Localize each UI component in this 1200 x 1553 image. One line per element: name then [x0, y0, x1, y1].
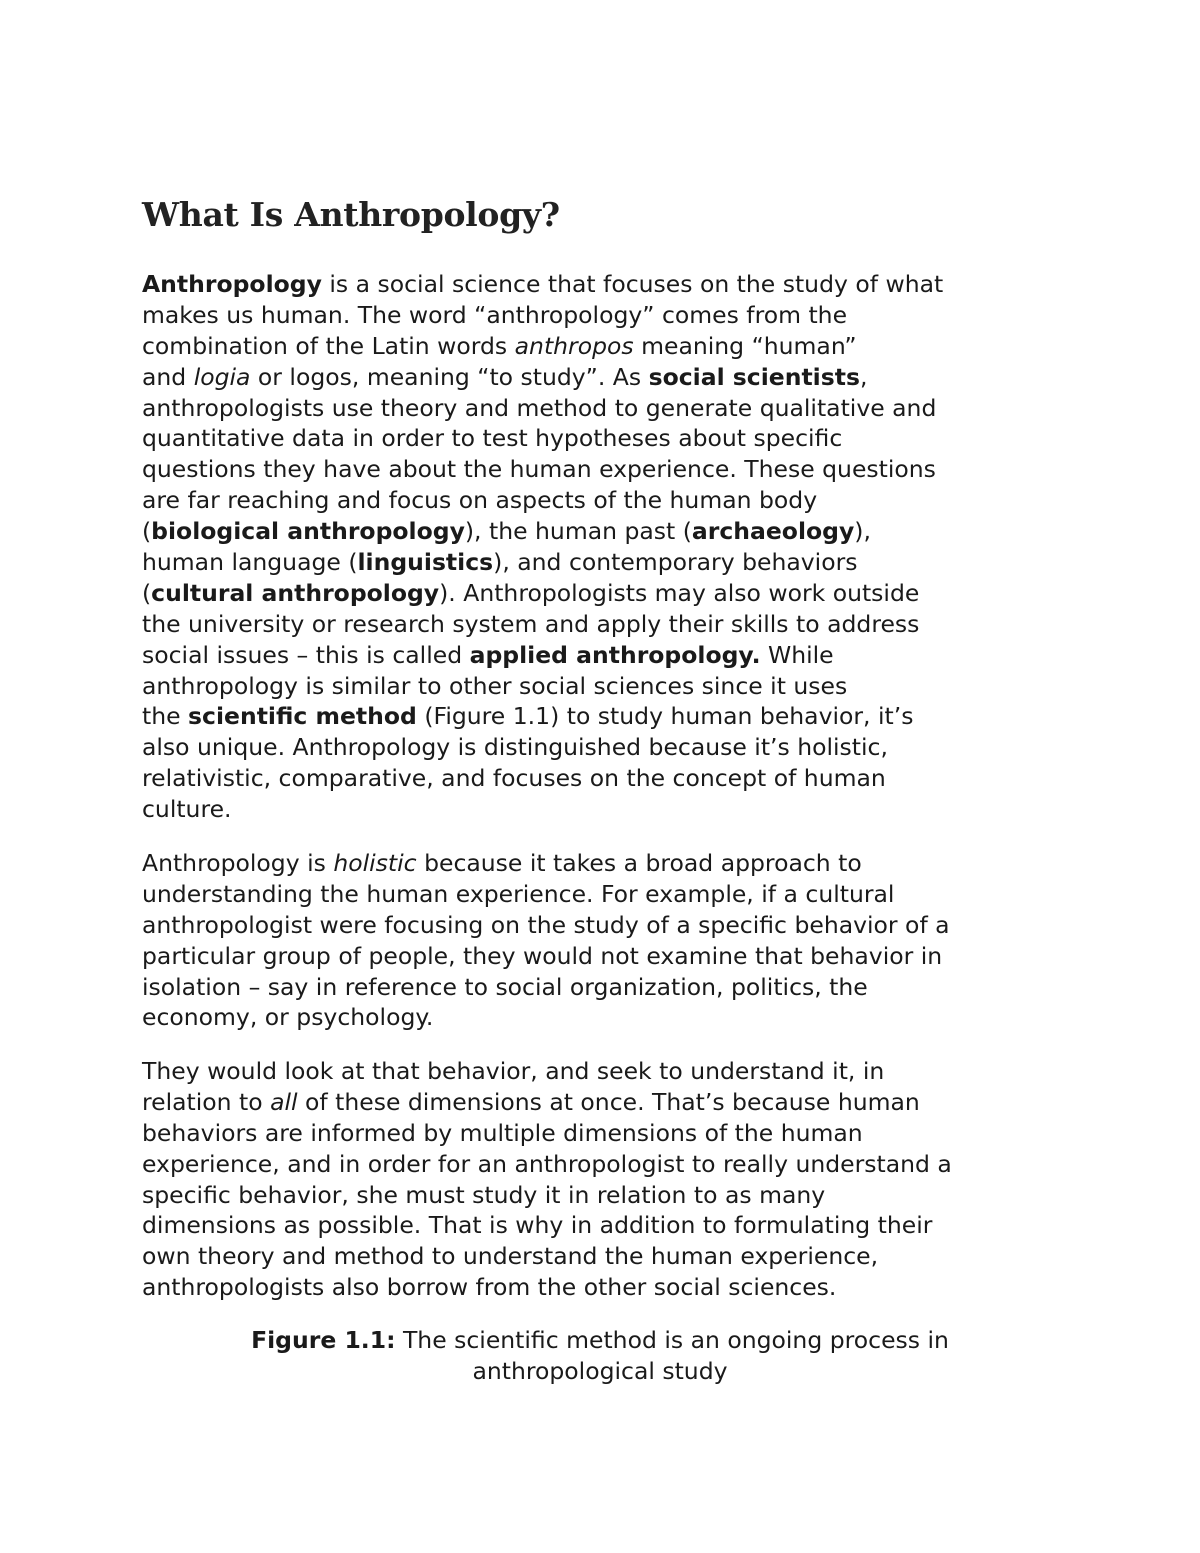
- term-applied-anthropology: applied anthropology.: [469, 640, 761, 669]
- text-run: or logos, meaning “to study”. As: [250, 362, 649, 391]
- term-linguistics: linguistics: [357, 548, 494, 577]
- term-anthropos: anthropos: [514, 331, 634, 360]
- text-run: is a social science that focuses on the study of what: [321, 270, 944, 298]
- text-run: Anthropology is: [142, 849, 334, 877]
- caption-line: anthropological study: [472, 1356, 728, 1385]
- text-run: (: [142, 517, 152, 546]
- text-line: [142, 848, 1062, 879]
- text-line: [142, 701, 1062, 732]
- text-line: relativistic, comparative, and focuses on the concept of human: [142, 764, 886, 793]
- term-cultural-anthropology: cultural anthropology: [151, 578, 440, 607]
- text-run: social issues – this is called: [142, 640, 470, 669]
- paragraph-holistic: [142, 848, 1062, 1033]
- figure-caption: [142, 1325, 1058, 1387]
- page-title: What Is Anthropology?: [142, 195, 560, 234]
- text-run: of these dimensions at once. That’s because human: [297, 1087, 920, 1116]
- text-line: behaviors are informed by multiple dimensions of the human: [142, 1118, 863, 1147]
- text-line: are far reaching and focus on aspects of the human body: [142, 486, 818, 515]
- text-run: ),: [854, 517, 871, 546]
- text-run: (: [142, 578, 152, 607]
- text-run: because it takes a broad approach to: [416, 849, 862, 877]
- term-social-scientists: social scientists: [648, 362, 860, 391]
- text-line: [142, 640, 1062, 671]
- text-line: dimensions as possible. That is why in addition to formulating their: [142, 1211, 933, 1240]
- term-holistic: holistic: [333, 849, 417, 877]
- term-all: all: [270, 1087, 298, 1116]
- text-line: [142, 547, 1062, 578]
- text-line: understanding the human experience. For example, if a cultural: [142, 879, 895, 908]
- text-run: combination of the Latin words: [142, 331, 515, 360]
- term-logia: logia: [193, 362, 251, 391]
- text-run: meaning “human”: [633, 331, 857, 360]
- text-line: the university or research system and apply their skills to address: [142, 609, 920, 638]
- paragraph-dimensions: [142, 1056, 1062, 1303]
- term-biological-anthropology: biological anthropology: [151, 517, 465, 546]
- text-line: [142, 1087, 1062, 1118]
- text-line: economy, or psychology.: [142, 1003, 434, 1032]
- text-run: (Figure 1.1) to study human behavior, it’s: [416, 702, 914, 731]
- text-run: ), the human past (: [464, 517, 692, 546]
- text-line: particular group of people, they would not examine that behavior in: [142, 941, 943, 970]
- text-run: ). Anthropologists may also work outside: [439, 578, 920, 607]
- text-run: human language (: [142, 548, 358, 577]
- text-line: anthropologist were focusing on the study of a specific behavior of a: [142, 910, 950, 939]
- text-line: They would look at that behavior, and seek to understand it, in: [142, 1057, 885, 1085]
- text-line: questions they have about the human experience. These questions: [142, 455, 936, 484]
- term-anthropology: Anthropology: [142, 270, 322, 298]
- text-run: the: [142, 702, 189, 731]
- text-line: specific behavior, she must study it in relation to as many: [142, 1180, 826, 1209]
- text-line: [142, 331, 1062, 362]
- text-run: relation to: [142, 1087, 271, 1116]
- text-line: own theory and method to understand the human experience,: [142, 1242, 879, 1271]
- text-line: makes us human. The word “anthropology” comes from the: [142, 300, 848, 329]
- text-run: ,: [859, 362, 868, 391]
- text-line: experience, and in order for an anthropologist to really understand a: [142, 1149, 952, 1178]
- text-line: anthropology is similar to other social sciences since it uses: [142, 671, 848, 700]
- text-line: [142, 516, 1062, 547]
- text-line: also unique. Anthropology is distinguished because it’s holistic,: [142, 733, 888, 762]
- text-run: ), and contemporary behaviors: [493, 548, 858, 577]
- text-run: and: [142, 362, 194, 391]
- text-line: quantitative data in order to test hypotheses about specific: [142, 424, 843, 453]
- paragraph-intro: [142, 269, 1062, 825]
- text-line: culture.: [142, 795, 232, 824]
- caption-line: [142, 1325, 1058, 1356]
- text-run: While: [760, 640, 834, 669]
- text-line: anthropologists also borrow from the other social sciences.: [142, 1273, 837, 1302]
- text-line: [142, 362, 1062, 393]
- text-line: [142, 578, 1062, 609]
- text-line: [142, 269, 1062, 300]
- caption-label: Figure 1.1:: [251, 1326, 396, 1354]
- text-line: isolation – say in reference to social organization, politics, the: [142, 972, 868, 1001]
- term-scientific-method: scientific method: [188, 702, 417, 731]
- text-line: anthropologists use theory and method to generate qualitative and: [142, 393, 937, 422]
- caption-text: The scientific method is an ongoing process in: [395, 1326, 949, 1354]
- term-archaeology: archaeology: [691, 517, 855, 546]
